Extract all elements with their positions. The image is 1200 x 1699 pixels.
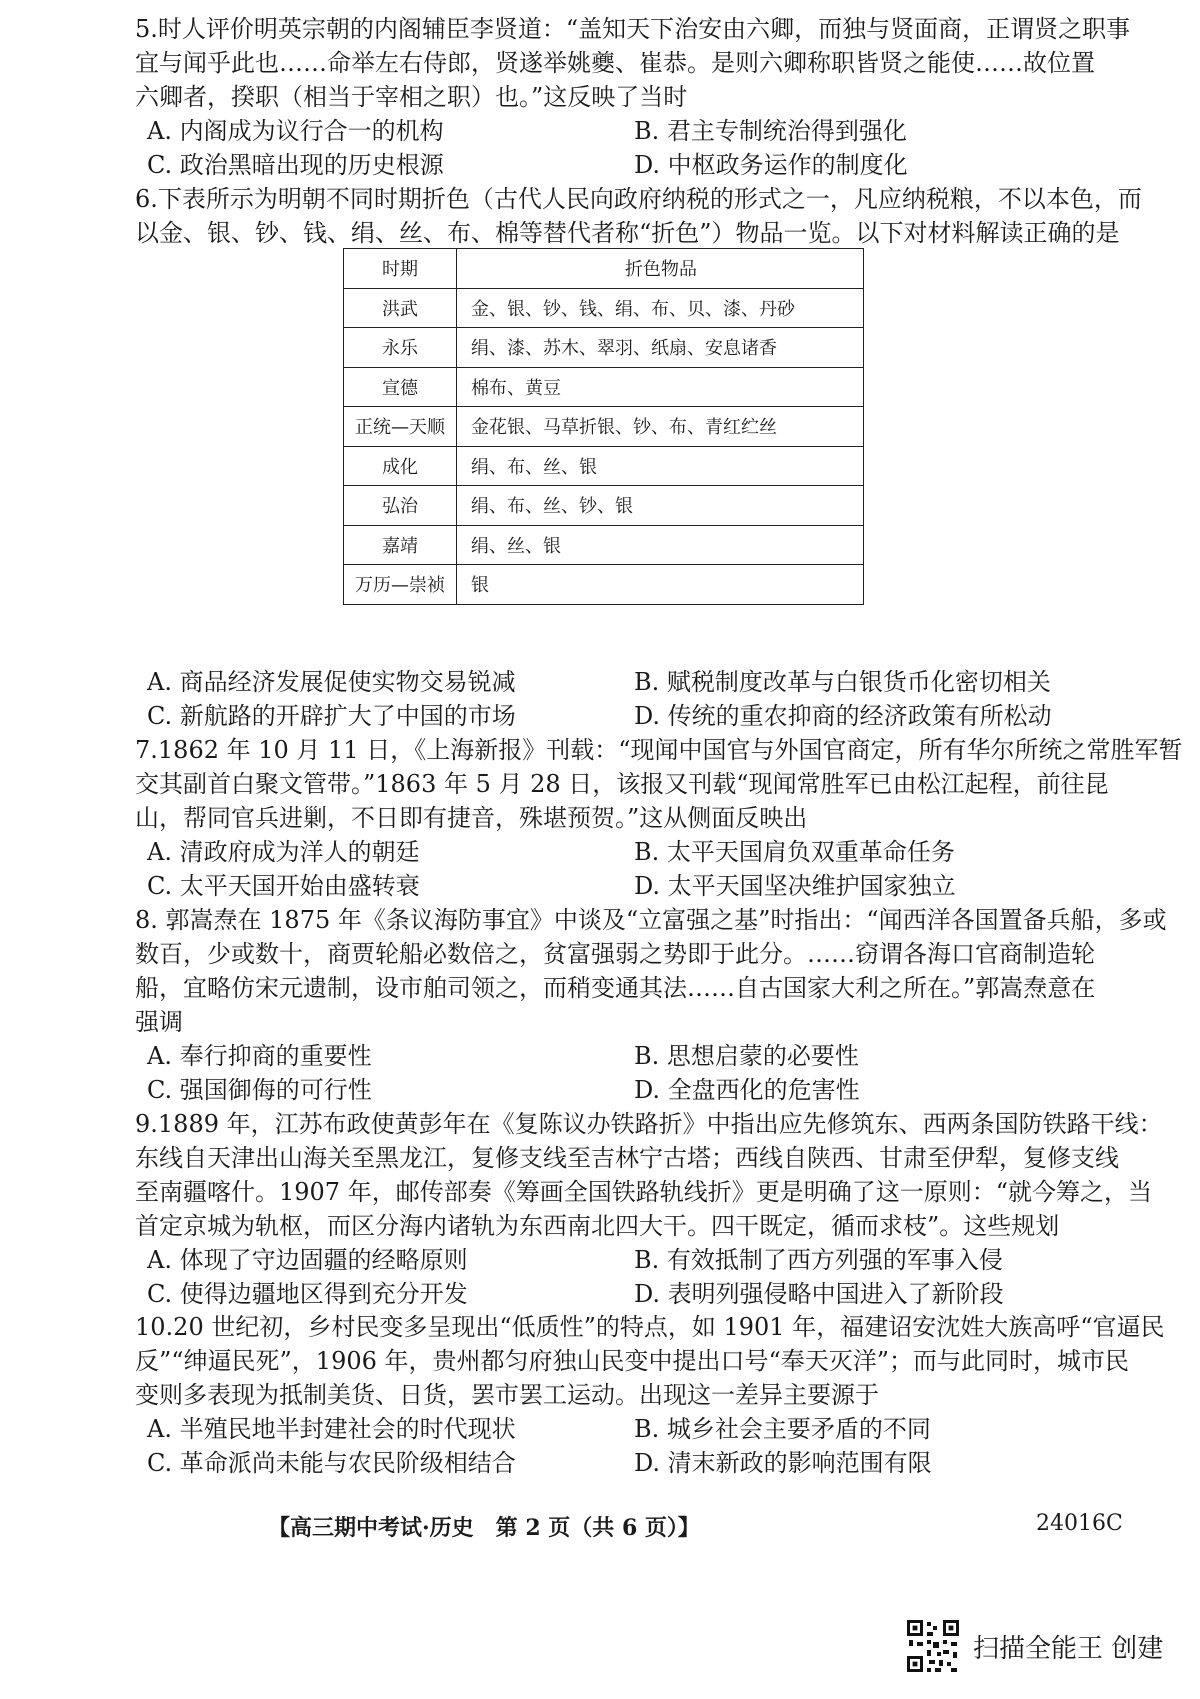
- option-c[interactable]: C. 新航路的开辟扩大了中国的市场: [147, 702, 516, 730]
- table-row: [344, 407, 864, 447]
- option-c[interactable]: C. 使得边疆地区得到充分开发: [147, 1280, 468, 1308]
- question-10-stem-line: 变则多表现为抵制美货、日货，罢市罢工运动。出现这一差异主要源于: [135, 1381, 879, 1409]
- question-10-options: [147, 1412, 1135, 1480]
- question-9: [135, 1107, 1163, 1311]
- question-9-stem-line: 东线自天津出山海关至黑龙江，复修支线至吉林宁古塔；西线自陕西、甘肃至伊犁，复修支线: [135, 1144, 1119, 1172]
- table-header-items: 折色物品: [457, 249, 864, 289]
- table-row: [344, 446, 864, 486]
- table-cell-period: 永乐: [344, 328, 457, 368]
- question-8-stem-line: 数百，少或数十，商贾轮船必数倍之，贫富强弱之势即于此分。……窃谓各海口官商制造轮: [135, 940, 1095, 968]
- question-7-stem-line: 交其副首白聚文管带。”1863 年 5 月 28 日，该报又刊载“现闻常胜军已由松江起程，前往昆: [135, 770, 1109, 798]
- table-cell-items: 绢、漆、苏木、翠羽、纸扇、安息诸香: [457, 328, 864, 368]
- question-5-stem-line: 宜与闻乎此也……命举左右侍郎，贤遂举姚夔、崔恭。是则六卿称职皆贤之能使……故位置: [135, 49, 1095, 77]
- question-6: [135, 182, 1142, 250]
- table-cell-period: 正统—天顺: [344, 407, 457, 447]
- question-10: [135, 1310, 1165, 1480]
- question-9-stem-line: 至南疆喀什。1907 年，邮传部奏《筹画全国铁路轨线折》更是明确了这一原则：“就今筹之，当: [135, 1178, 1152, 1206]
- question-8-stem-line: 强调: [135, 1008, 183, 1036]
- footer-exam-code: 24016C: [1036, 1511, 1123, 1536]
- table-cell-items: 金、银、钞、钱、绢、布、贝、漆、丹砂: [457, 288, 864, 328]
- table-cell-period: 嘉靖: [344, 525, 457, 565]
- option-a[interactable]: A. 奉行抑商的重要性: [147, 1042, 372, 1070]
- option-a[interactable]: A. 商品经济发展促使实物交易锐减: [147, 668, 516, 696]
- table-cell-period: 万历—崇祯: [344, 565, 457, 605]
- question-6-options: [147, 665, 1135, 733]
- scanner-watermark: [905, 1616, 1163, 1676]
- question-8-stem-line: 8. 郭嵩焘在 1875 年《条议海防事宜》中谈及“立富强之基”时指出：“闻西洋各国置备兵船，多或: [135, 906, 1167, 934]
- option-b[interactable]: B. 城乡社会主要矛盾的不同: [634, 1415, 931, 1443]
- question-8: [135, 903, 1167, 1107]
- question-7-stem-line: 7.1862 年 10 月 11 日，《上海新报》刊载：“现闻中国官与外国官商定，所有华尔所统之常胜军暂: [135, 736, 1183, 764]
- table-row: [344, 328, 864, 368]
- question-7-options: [147, 835, 1135, 903]
- option-d[interactable]: D. 表明列强侵略中国进入了新阶段: [634, 1280, 1004, 1308]
- option-d[interactable]: D. 清末新政的影响范围有限: [634, 1449, 932, 1477]
- option-c[interactable]: C. 太平天国开始由盛转衰: [147, 872, 420, 900]
- table-cell-items: 绢、布、丝、银: [457, 446, 864, 486]
- table-cell-items: 棉布、黄豆: [457, 367, 864, 407]
- table-cell-items: 绢、丝、银: [457, 525, 864, 565]
- table-cell-period: 洪武: [344, 288, 457, 328]
- option-b[interactable]: B. 君主专制统治得到强化: [634, 117, 907, 145]
- table-cell-period: 宣德: [344, 367, 457, 407]
- question-9-options: [147, 1243, 1135, 1311]
- option-b[interactable]: B. 有效抵制了西方列强的军事入侵: [634, 1246, 1003, 1274]
- question-6-stem-line: 以金、银、钞、钱、绢、丝、布、棉等替代者称“折色”）物品一览。以下对材料解读正确的是: [135, 219, 1120, 247]
- table-row: [344, 486, 864, 526]
- question-8-stem-line: 船，宜略仿宋元遗制，设市舶司领之，而稍变通其法……自古国家大利之所在。”郭嵩焘意在: [135, 974, 1096, 1002]
- option-a[interactable]: A. 半殖民地半封建社会的时代现状: [147, 1415, 516, 1443]
- table-row: [344, 288, 864, 328]
- option-c[interactable]: C. 政治黑暗出现的历史根源: [147, 151, 444, 179]
- option-c[interactable]: C. 强国御侮的可行性: [147, 1076, 372, 1104]
- table-cell-items: 银: [457, 565, 864, 605]
- option-d[interactable]: D. 全盘西化的危害性: [634, 1076, 860, 1104]
- zhese-table: [343, 248, 864, 605]
- qr-code-icon: [905, 1618, 961, 1674]
- question-8-options: [147, 1039, 1135, 1107]
- question-10-stem-line: 反”“绅逼民死”，1906 年，贵州都匀府独山民变中提出口号“奉天灭洋”；而与此同时，城市民: [135, 1347, 1130, 1375]
- option-a[interactable]: A. 清政府成为洋人的朝廷: [147, 838, 420, 866]
- table-cell-items: 金花银、马草折银、钞、布、青红纻丝: [457, 407, 864, 447]
- option-a[interactable]: A. 体现了守边固疆的经略原则: [147, 1246, 468, 1274]
- zhese-table-wrap: [343, 248, 864, 605]
- question-5-options: [147, 114, 1135, 182]
- table-cell-period: 成化: [344, 446, 457, 486]
- table-cell-items: 绢、布、丝、钞、银: [457, 486, 864, 526]
- option-d[interactable]: D. 中枢政务运作的制度化: [634, 151, 908, 179]
- scanner-credit-text: 扫描全能王 创建: [973, 1633, 1164, 1664]
- footer-page-info: 【高三期中考试·历史 第 2 页（共 6 页）】: [268, 1515, 700, 1541]
- option-d[interactable]: D. 太平天国坚决维护国家独立: [634, 872, 956, 900]
- question-6-options-block: [135, 665, 1135, 733]
- option-b[interactable]: B. 太平天国肩负双重革命任务: [634, 838, 955, 866]
- option-b[interactable]: B. 赋税制度改革与白银货币化密切相关: [634, 668, 1051, 696]
- option-c[interactable]: C. 革命派尚未能与农民阶级相结合: [147, 1449, 516, 1477]
- option-d[interactable]: D. 传统的重农抑商的经济政策有所松动: [634, 702, 1052, 730]
- question-5-stem-line: 5.时人评价明英宗朝的内阁辅臣李贤道：“盖知天下治安由六卿，而独与贤面商，正谓贤之职事: [135, 15, 1131, 43]
- question-7: [135, 733, 1183, 903]
- question-10-stem-line: 10.20 世纪初，乡村民变多呈现出“低质性”的特点，如 1901 年，福建诏安沈姓大族高呼“官逼民: [135, 1313, 1165, 1341]
- table-header-row: [344, 249, 864, 289]
- question-9-stem-line: 首定京城为轨枢，而区分海内诸轨为东西南北四大干。四干既定，循而求枝”。这些规划: [135, 1212, 1060, 1240]
- table-row: [344, 525, 864, 565]
- table-cell-period: 弘治: [344, 486, 457, 526]
- question-5-stem-line: 六卿者，揆职（相当于宰相之职）也。”这反映了当时: [135, 83, 688, 111]
- question-5: [135, 12, 1135, 182]
- option-b[interactable]: B. 思想启蒙的必要性: [634, 1042, 859, 1070]
- question-7-stem-line: 山，帮同官兵进剿，不日即有捷音，殊堪预贺。”这从侧面反映出: [135, 804, 808, 832]
- table-row: [344, 565, 864, 605]
- question-6-stem-line: 6.下表所示为明朝不同时期折色（古代人民向政府纳税的形式之一，凡应纳税粮，不以本色，而: [135, 185, 1142, 213]
- question-9-stem-line: 9.1889 年，江苏布政使黄彭年在《复陈议办铁路折》中指出应先修筑东、西两条国防铁路干线：: [135, 1110, 1163, 1138]
- table-header-period: 时期: [344, 249, 457, 289]
- table-row: [344, 367, 864, 407]
- option-a[interactable]: A. 内阁成为议行合一的机构: [147, 117, 444, 145]
